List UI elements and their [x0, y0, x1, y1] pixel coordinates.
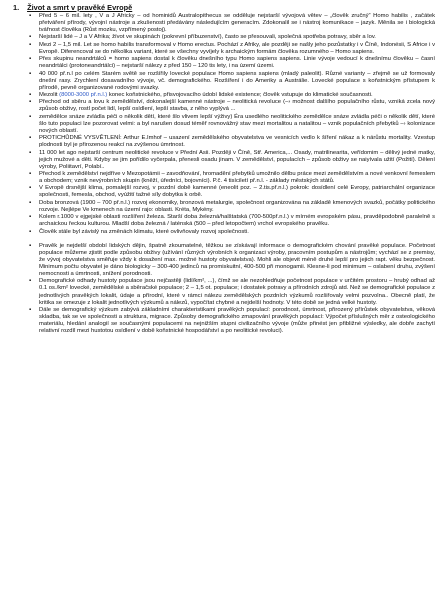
list-item: ▪ Přes skupinu neandrtálců = homo sapiens dostal k člověku dnešního typu Homo sapiens sapiens. Linie vývoje vedoucí k dnešnímu člověku – časní neandrtálci (protoneandrtálci) – nejstarší nálezy z před 150 – 120 tis lety, i na území územi.	[39, 56, 435, 70]
list-item: ▪ 40 000 př.n.l po celém Starém světě se rozšířily lovecké populace Homo sapiens sapiens (mladý paleolit). Různé varianty – zřejmě se už formovaly dnešní rasy. Zrychlení dosavadního vývoje, vč. demografického. Rozšíření i do Ameriky a Austrálie. Lovecké populace s koňstnickým přístupem k přírodě, pevně organizované rodovými svazky.	[39, 71, 435, 92]
list-item: ▪ Nejstarší lidé – J a V Afrika; žívot ve skupinách (pokrevní příbuzenství), často se přesouvali, společná spotřeba potravy, sběr a lov.	[39, 34, 435, 41]
list-item: ▪ Kolem r.1000 v ejgejské oblasti rozšíření železa. Starší doba železná/halštatská (700-500př.n.l.) v mírném evropském pásu, pravděpodobně paralelně s archaickou řeckou kulturou. Mladší doba železná / laténská (500 – před letopočtem) vrchol evropského pravěku.	[39, 214, 435, 228]
list-item: ▪ zemědělce snáze zvládla péči o několik dětí, které šlo vlivem lepší výživy) Éra usedlého neolitického zemědělce snáze zvládla péči o několik dětí, které šlo tuto populaci lze pozorovat velmi: a byl narušen dosud téměř rovnovážný stav mezi mortalitou a natalitou – vznik populačních přebytků –› kolonizace nových oblastí.	[39, 114, 435, 135]
list-item: ▪ PROTICHŮDNÉ VYSVĚTLENÍ: Arthur E.Imhof – usazení zemědělského obyvatelstva ve vesnicích vedlo k šíření nákaz a k nárůstu mortality. Vzestup plodnosti byl je přirozenou reakcí na zvýšenou úmrtnost.	[39, 135, 435, 149]
list-item: ▪ Pravěk je nejdelší období lidských dějin, špatně zkoumatelné, těžkou se získávají informace o demografickém chování pravěké populace. Početnost populace můžeme zjistit podle způsobu obživy (užívání různých výrobních k organizaci výroby, pracovním postupům a nástrojům; vychází se z premisy, že vývoj obyvatelstva směřuje vždy k dosažení max. možné hustoty obyvatelstva). Mohli ale objevit méně druhé lepší pro jejich rapt. věku bezpečnost. Minimum počtu obyvatel je dáno biologicky – 300-400 jedinců na promiskuitní, 400-500 při monogamii. Klesne-li pod minimum – oslabení druhu, zvýšení nemocnosti a úmrtnosti, snížení porodnosti.	[39, 243, 435, 278]
list-item: ▪ Doba bronzová (1900 – 700 př.n.l.) rozvoj ekonomiky, bronzová metalurgie, společnost organizována na základě kmenových svazků, počátky politického rozvoje. Nejlépe Ve kmenech na území rajo: oblasti. Kréta, Mykény.	[39, 200, 435, 214]
list-item: ▪ 11 000 let ago nejstarší centrum neolitické revoluce v Přední Asii. Později v Číně, Stř. America,... Osady, matrilinearita, veřídomim – dělivý jedné matky, jejich mužové a děti. Kdyby se jim pořídilo vyčerpala, přenesli osadu jinam. V zemědělství, populacích – způsob obživy se naiyívala užití (Požití). Dělení výroby, Poliitavrí, Polabí..	[39, 150, 435, 171]
heading-number: 1.	[13, 3, 20, 12]
bullet-list-1	[13, 13, 435, 236]
list-item: ▪ Přechod k zemědělství nejdříve v Mezopotámii – zavodňování, hromadění přebytků umožnilo dělbu práce mezi zemědělstvím a nové venkovní řemeslem a obchodem; vznik nevýrobních skupin (kněží, úředníci, bojovníci). P.č. 4 tisíciletí př.n.l. - základy městských států.	[39, 171, 435, 185]
heading-title: Život a smrt v pravěké Evropě	[27, 3, 133, 12]
list-item: ▪ Demografické odhady hustoty populace jsou nejčastěji (lidí/km², ...), čímž se ale nezohledňuje početnost populace v určitém prostoru – hrubý odhad až 0.1 os./km² lovecké, zemědělské a sběračské populace; 2 – 1,5 ot. populace; i dostatek potravy a přírodních zdrojů atd. Než se demografické populace z jednotlivých pravěkých lokalit, údaje a přírodní, které v rámci nálezu zemědělských pozdních výzkumů rozšiřovaly velmi pozvolna.. Obecně platí, že kritika se omezuje z lokalit jednotlivých výzkumů a nálezů, vypočítat chybné a nejdelší hodnoty. V této době se jedná velké hustoty.	[39, 278, 435, 306]
section-heading	[13, 3, 435, 12]
list-item: ▪ Před 5 – 6 mil. lety , V a J Africky – od hominidů Australopithecus se odděluje nejstarší vývojová větev – „člověk zručný“ Homo habilis , začátek přetváření přírody, vývojní nástroje a zkušenosti předávány následujícím generacím. Zdokonalil se i nástroj komunikace – jazyk. Měnila se i biologická tvářnost člověka (Růst mozku, vzpřímený postoj).	[39, 13, 435, 34]
list-item: ▪ Přechod od sběru a lovu k zemědělství, dokonalejší kamenné nástroje – neolitická revoluce (–› možnost dalšího populačního růstu, vzniká zcela nový způsob obživy, rostl počet lidí, lepší osídlení, lepší stavba, z něho vyplývá ...	[39, 99, 435, 113]
list-item: ▪ Dále se demografický výzkum zabývá základními charakteristikami pravěkých populací: porodnost, úmrtnost, přirozený přírůstek obyvatelstva, věková skladba, tak se ve společnosti a struktura, migrace. Způsoby demografického zmapování pravěkých populací: Výpočet příslušných měr z osteologického materiálu, hledání analogií se současnými populacemi na nejnižším stupni civilizačního vývoje (může přinést jen přibližné výsledky, ale dobře zachytí relativní rozdíl mezi hustotou osídlení v době koňstnické hospodářství a po neolitické revoluci).	[39, 307, 435, 335]
list-item: ▪ Člověk stále byl závislý na změnách klimatu, které ovlivňovaly rozvoj společnosti.	[39, 229, 435, 236]
list-item: ▪ Mezi 2 – 1,5 mil. Let se homo habilis transformoval v Homo erectus. Pochází z Afriky, ale později se našly jeho pozůstatky i v Číně, Indonésii, S Africe i v Evropě. Diferencoval se do několika variant, které se všechny vyvíjely k archaickým formám člověka rozumného – Homo sapiens.	[39, 42, 435, 56]
section-gap	[13, 236, 435, 243]
bullet-list-2	[13, 243, 435, 335]
date-range-highlight: (8000-3000 př.n.l.)	[59, 92, 108, 98]
list-item: ▪ V Evropě drsnější klima, pomalejší rozvoj, v pozdní době kamenné (eneolit poz. – 2.tis.př.n.l.) pokrok: dosídlení celé Evropy, patriarchální organizace společnosti, řemesla, obchod, vyúžití tažné síly dobytka k orbě.	[39, 185, 435, 199]
list-item: ▪ Mezolit (8000-3000 př.n.l.) konec koňstnického, přisvojovacího údobí lidské existence; člověk vstupuje do klimatické současnosti.	[39, 92, 435, 99]
